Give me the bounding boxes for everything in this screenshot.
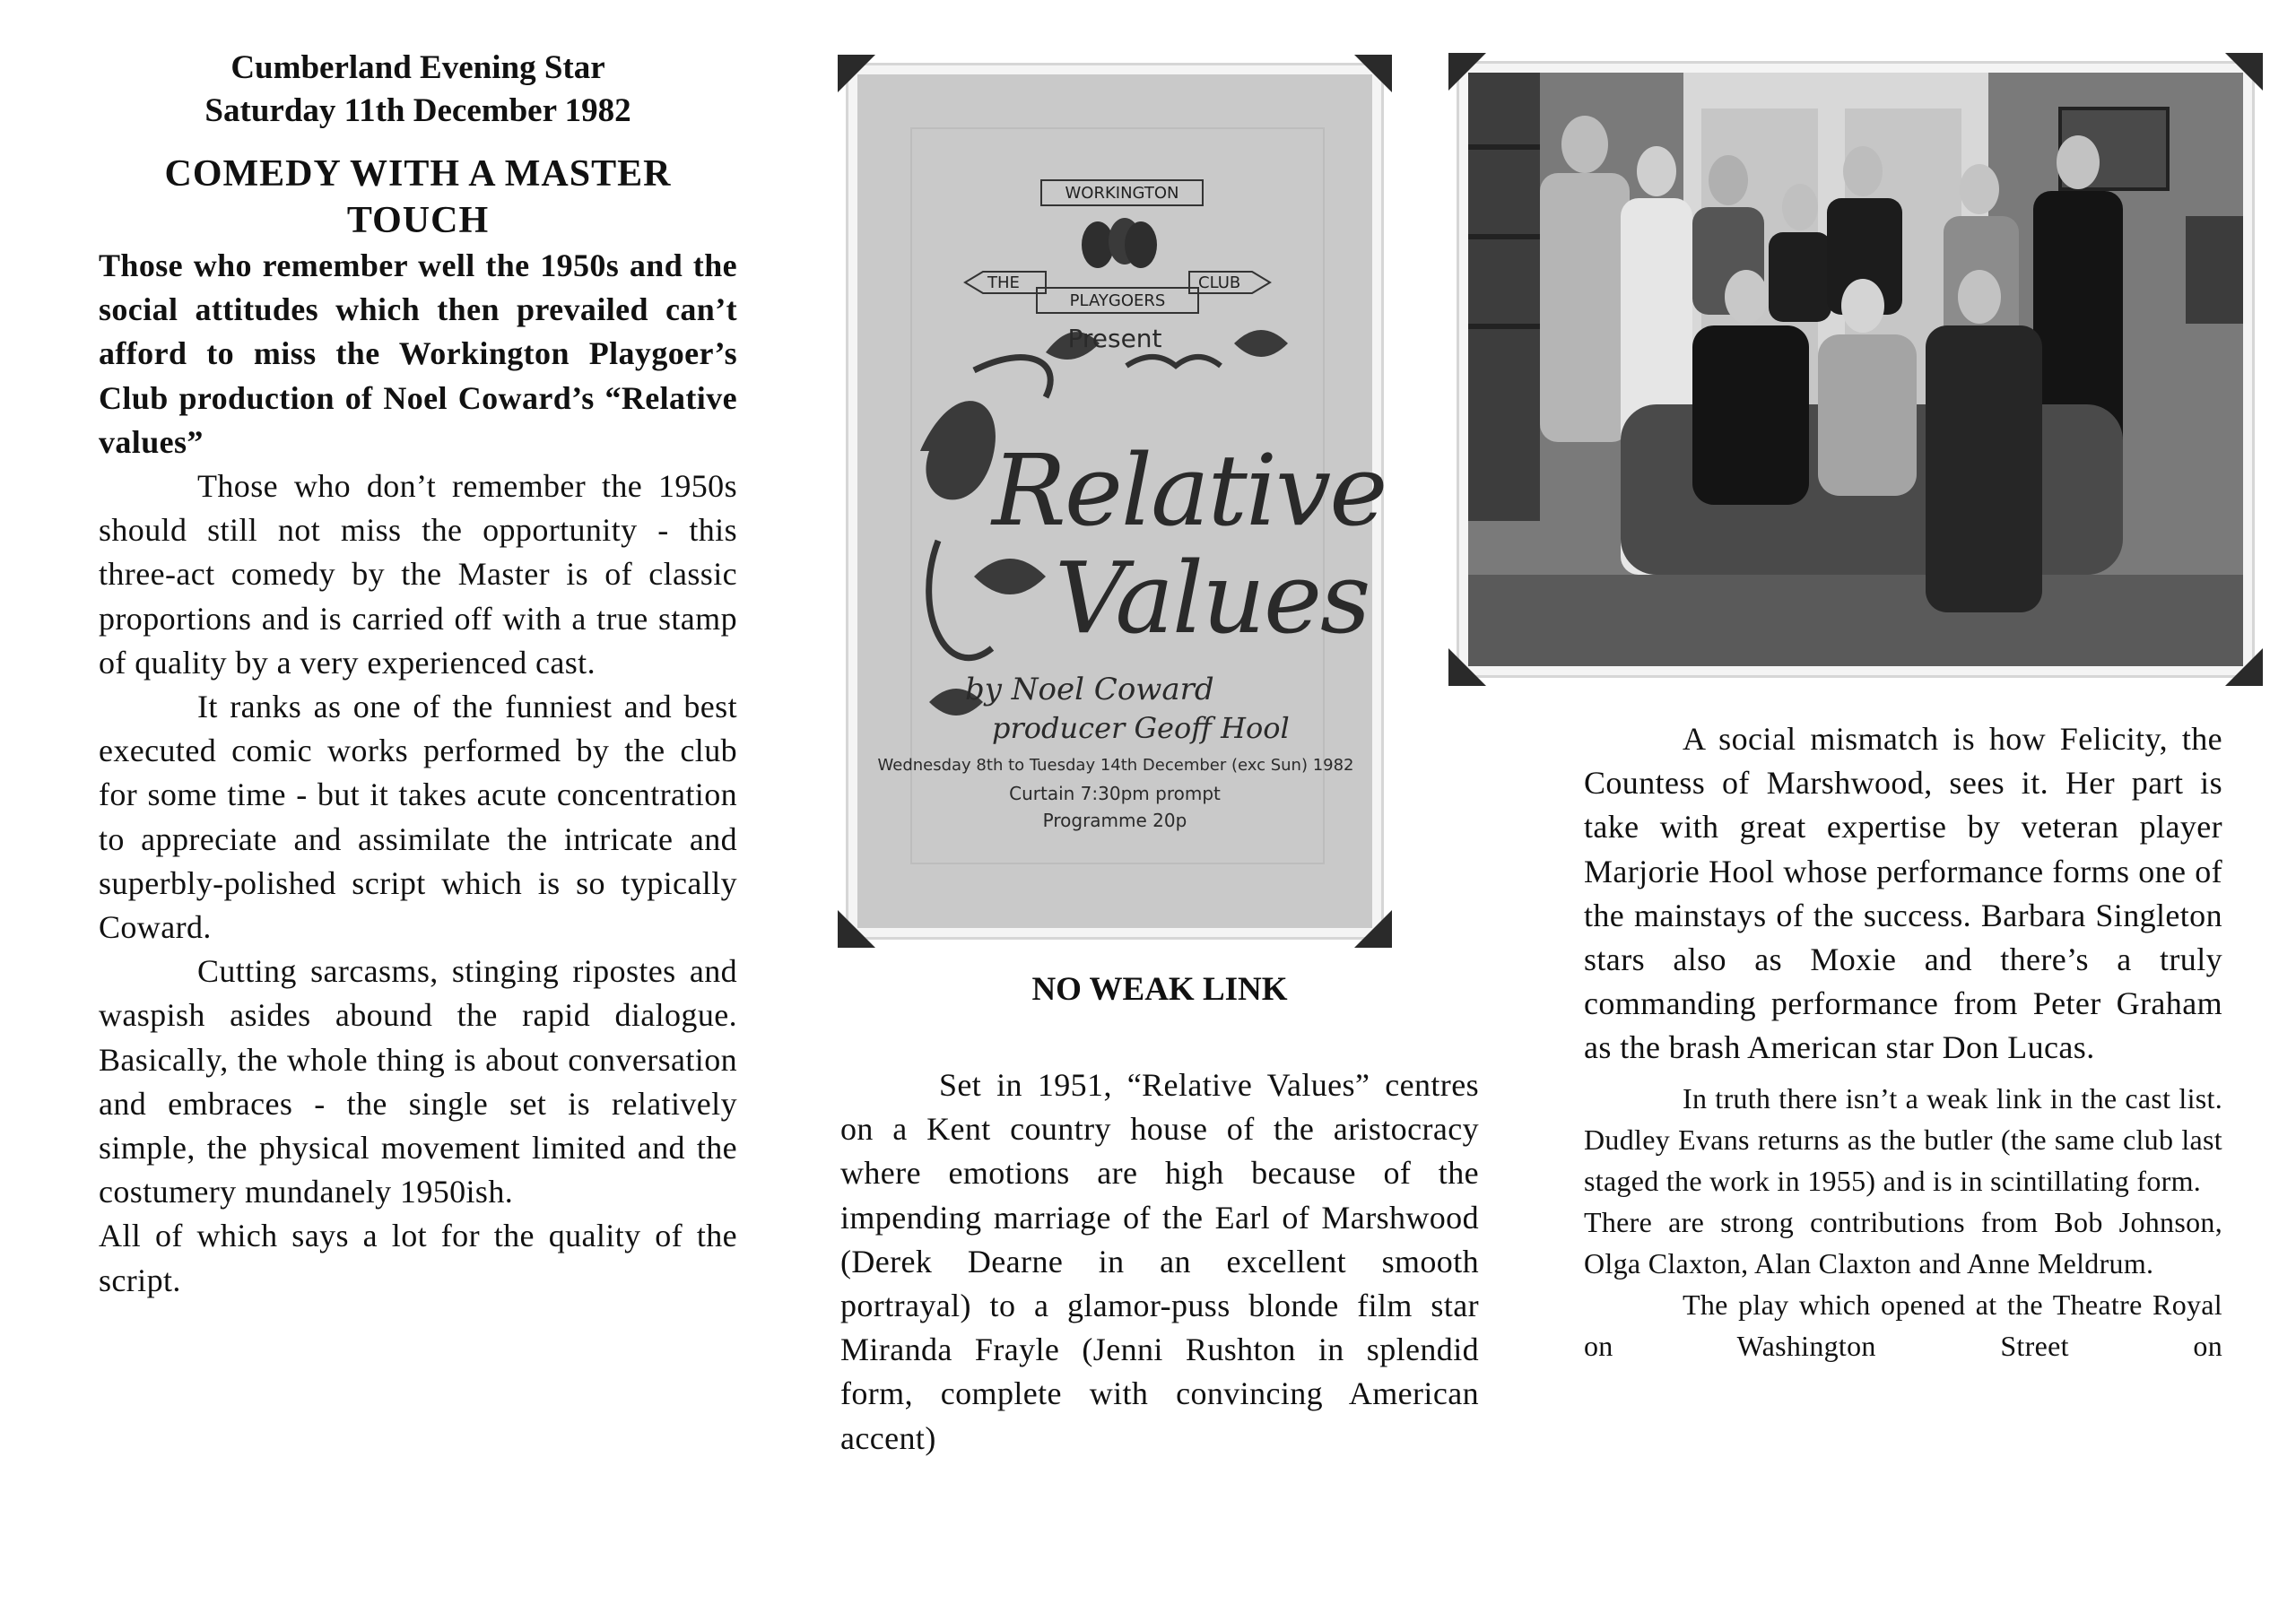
poster-club-club: CLUB — [1198, 273, 1241, 292]
poster-club-the: THE — [987, 273, 1020, 292]
poster-title-values: Values — [1055, 541, 1370, 655]
body-paragraph: Set in 1951, “Relative Values” centres on a Kent country house of the aristocracy where emotions are high because of the impending marriage of the Earl of Marshwood (Derek Dearne in an excellent smooth portrayal) to a glamor-puss blonde film star Miranda Frayle (Jenni Rushton in splendid form, complete with convincing American accent) — [840, 1067, 1479, 1456]
body-paragraph: Cutting sarcasms, stinging ripostes and waspish asides abound the rapid dialogue. Basically, the whole thing is about conversation and embraces - the single set is relatively simple, the physical movement limited and the costumery mundanely 1950ish. — [99, 953, 737, 1210]
body-paragraph: Those who don’t remember the 1950s should still not miss the opportunity - this three-act comedy by the Master is of classic proportions and is carried off with a true stamp of quality by a very experienced cast. — [99, 468, 737, 681]
poster-author: by Noel Coward — [965, 672, 1214, 707]
body-paragraph: A social mismatch is how Felicity, the Countess of Marshwood, sees it. Her part is take with great expertise by veteran player Marjorie Hool whose performance forms one of the mainstays of the success. Barbara Singleton stars also as Moxie and there’s a truly commanding performance from Peter Graham as the brash American star Don Lucas. — [1584, 721, 2222, 1066]
left-column — [99, 47, 737, 1303]
lead-paragraph: Those who remember well the 1950s and the social attitudes which then prevailed can’t afford to miss the Workington Playgoer’s Club production of Noel Coward’s “Relative values” — [99, 247, 737, 460]
poster-title-relative: Relative — [992, 433, 1387, 548]
body-paragraph: The play which opened at the Theatre Royal on Washington Street on — [1584, 1288, 2222, 1362]
body-paragraph: It ranks as one of the funniest and best executed comic works performed by the club for some time - but it takes acute concentration to appreciate and assimilate the intricate and superbly-polished script which is so typically Coward. — [99, 689, 737, 946]
poster-programme: Programme 20p — [1042, 810, 1187, 831]
poster-curtain: Curtain 7:30pm prompt — [1009, 783, 1221, 804]
publication-name: Cumberland Evening Star — [230, 49, 605, 86]
poster-club-top: WORKINGTON — [1065, 184, 1179, 203]
publication-date: Saturday 11th December 1982 — [204, 92, 631, 129]
poster-club-name: PLAYGOERS — [1069, 291, 1166, 310]
body-paragraph: In truth there isn’t a weak link in the cast list. Dudley Evans returns as the butler (the same club last staged the work in 1955) and is in scintillating form. — [1584, 1081, 2222, 1197]
middle-column — [840, 968, 1479, 1461]
poster-producer: producer Geoff Hool — [992, 711, 1290, 745]
article-headline: COMEDY WITH A MASTER TOUCH — [164, 153, 672, 241]
body-paragraph: There are strong contributions from Bob Johnson, Olga Claxton, Alan Claxton and Anne Meldrum. — [1584, 1205, 2222, 1279]
cast-photo — [1468, 73, 2243, 666]
playbill-poster — [857, 74, 1387, 928]
cast-photo-frame — [1457, 61, 2255, 678]
right-column — [1584, 717, 2222, 1366]
poster-present: Present — [1067, 324, 1162, 353]
body-paragraph: All of which says a lot for the quality of the script. — [99, 1218, 737, 1298]
poster-dates: Wednesday 8th to Tuesday 14th December (exc Sun) 1982 — [877, 756, 1354, 775]
subheading: NO WEAK LINK — [1031, 971, 1288, 1008]
poster-photo-frame — [846, 63, 1387, 940]
